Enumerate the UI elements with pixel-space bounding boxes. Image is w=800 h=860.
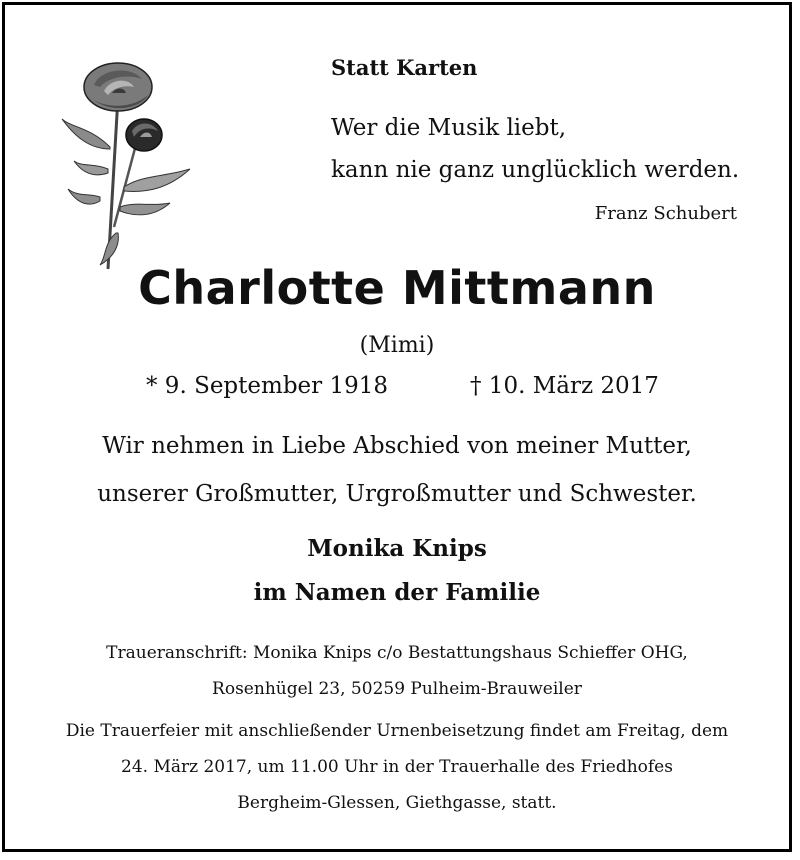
quote-line-1: Wer die Musik liebt, (331, 115, 567, 141)
birth-date: * 9. September 1918 (146, 373, 388, 399)
obituary-card (2, 2, 792, 852)
ceremony-line-1: Die Trauerfeier mit anschließender Urnenbeisetzung findet am Freitag, dem (65, 721, 729, 741)
farewell-line-1: Wir nehmen in Liebe Abschied von meiner Mutter, (102, 433, 692, 459)
statt-karten-label: Statt Karten (331, 55, 478, 80)
address-line-2: Rosenhügel 23, 50259 Pulheim-Brauweiler (212, 679, 582, 699)
address-line-1: Traueranschrift: Monika Knips c/o Bestattungshaus Schieffer OHG, (106, 643, 688, 663)
family-on-behalf: im Namen der Familie (253, 579, 541, 606)
ceremony-line-3: Bergheim-Glessen, Giethgasse, statt. (237, 793, 557, 813)
deceased-nickname: (Mimi) (359, 333, 435, 358)
farewell-line-2: unserer Großmutter, Urgroßmutter und Schwester. (97, 481, 697, 507)
quote-line-2: kann nie ganz unglücklich werden. (331, 157, 740, 183)
family-name: Monika Knips (307, 535, 487, 562)
deceased-name: Charlotte Mittmann (138, 261, 656, 315)
death-date: † 10. März 2017 (470, 373, 659, 399)
rose-icon (60, 57, 195, 272)
ceremony-line-2: 24. März 2017, um 11.00 Uhr in der Trauerhalle des Friedhofes (121, 757, 673, 777)
quote-author: Franz Schubert (594, 203, 737, 224)
